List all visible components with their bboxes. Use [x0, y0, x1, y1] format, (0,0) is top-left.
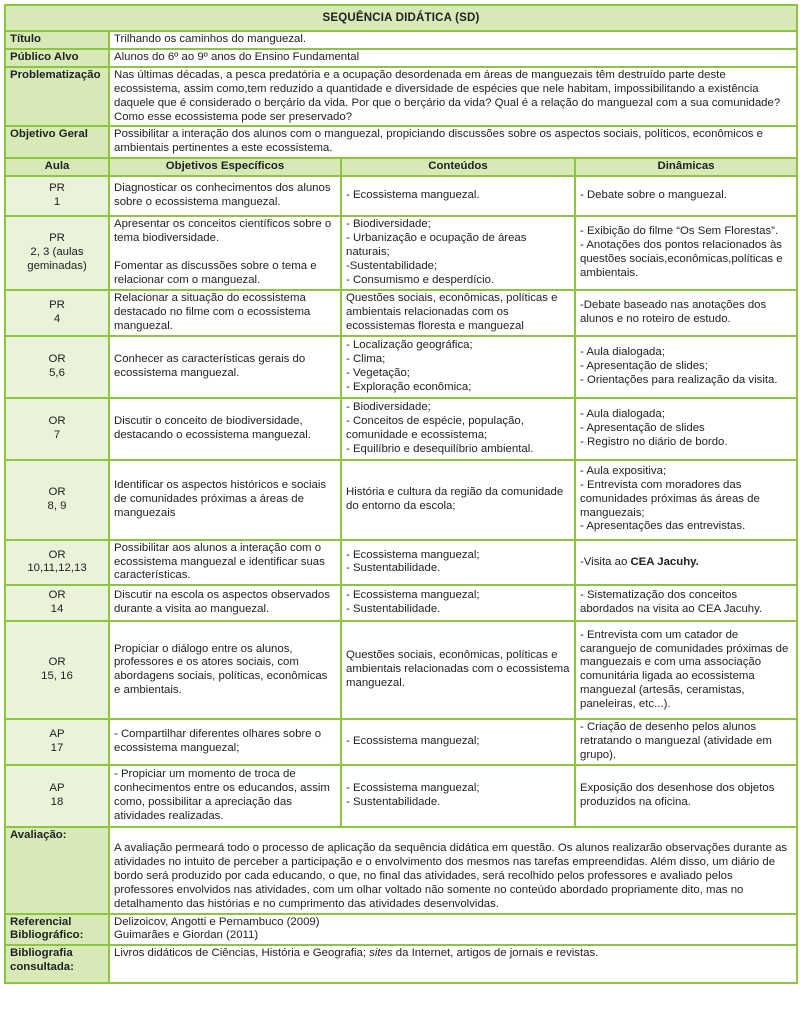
titulo-value: Trilhando os caminhos do manguezal. — [109, 31, 797, 49]
aula-line: 2, 3 (aulas geminadas) — [27, 246, 87, 273]
publico-row — [5, 49, 797, 67]
publico-label: Público Alvo — [5, 49, 109, 67]
conteudo-line: - Consumismo e desperdício. — [346, 273, 495, 286]
objetivo-geral-row — [5, 126, 797, 158]
dinamicas-cell — [575, 719, 797, 765]
lesson-row — [5, 540, 797, 586]
titulo-label: Título — [5, 31, 109, 49]
lesson-row — [5, 290, 797, 336]
objetivo-line: Conhecer as características gerais do ecossistema manguezal. — [114, 352, 306, 379]
title-row — [5, 5, 797, 31]
conteudos-cell — [341, 216, 575, 290]
conteudos-cell — [341, 621, 575, 719]
aula-cell — [5, 719, 109, 765]
conteudos-cell — [341, 398, 575, 460]
aula-line: PR — [49, 182, 65, 195]
lesson-row — [5, 216, 797, 290]
conteudos-cell — [341, 336, 575, 398]
header-objetivos: Objetivos Específicos — [109, 158, 341, 176]
aula-line: 5,6 — [49, 366, 65, 379]
conteudo-line: Questões sociais, econômicas, políticas e ambientais relacionadas com o ecossistema manguezal. — [346, 649, 570, 690]
referencial-value — [109, 914, 797, 946]
referencial-item: Delizoicov, Angotti e Pernambuco (2009) — [114, 915, 320, 928]
conteudo-line: - Biodiversidade; — [346, 218, 431, 231]
conteudo-line: - Equilíbrio e desequilíbrio ambiental. — [346, 442, 534, 455]
avaliacao-spacer — [114, 829, 792, 842]
aula-cell — [5, 176, 109, 216]
bibliografia-value — [109, 945, 797, 983]
aula-cell — [5, 621, 109, 719]
conteudo-line: - Sustentabilidade. — [346, 796, 441, 809]
aula-line: 4 — [53, 312, 61, 325]
objetivo-geral-value: Possibilitar a interação dos alunos com o manguezal, propiciando discussões sobre os aspectos sociais, políticos, econômicos e ambientais pertinentes a este ecossistema. — [109, 126, 797, 158]
dinamica-line: - Registro no diário de bordo. — [580, 435, 728, 448]
objetivos-cell — [109, 336, 341, 398]
dinamica-line: - Aula dialogada; — [580, 345, 665, 358]
objetivos-cell — [109, 719, 341, 765]
aula-line: 10,11,12,13 — [27, 562, 87, 575]
dinamicas-cell — [575, 336, 797, 398]
aula-cell — [5, 540, 109, 586]
dinamicas-cell — [575, 765, 797, 827]
objetivos-cell — [109, 540, 341, 586]
titulo-row — [5, 31, 797, 49]
bibliografia-suffix: da Internet, artigos de jornais e revistas. — [392, 947, 599, 960]
aula-line: OR — [48, 656, 66, 669]
objetivo-line: - Propiciar um momento de troca de conhecimentos entre os educandos, assim como, possibilitar a apreciação das atividades realizadas. — [114, 768, 330, 822]
dinamica-line: -Visita ao — [580, 555, 631, 568]
avaliacao-text: A avaliação permeará todo o processo de aplicação da sequência didática em questão. Os alunos realizarão observações durante as atividades no intuito de perceber a participação e o envolvimento dos mesmos nas tarefas empreendidas. Além disso, um diário de bordo será produzido por cada educando, o que, no final das atividades, será recolhido pelos professores e avaliado pelos professores envolvidos nas atividades, com um olhar voltado não somente no conteúdo abordado propriamente dito, mas no detalhamento das histórias e no cumprimento das atividades desenvolvidas. — [114, 842, 788, 910]
aula-cell — [5, 336, 109, 398]
objetivo-line: Apresentar os conceitos científicos sobre o tema biodiversidade. — [114, 218, 332, 245]
dinamicas-cell — [575, 290, 797, 336]
conteudo-line: - Urbanização e ocupação de áreas naturais; — [346, 232, 527, 259]
conteudo-line: - Vegetação; — [346, 366, 410, 379]
lesson-row — [5, 176, 797, 216]
dinamicas-cell — [575, 585, 797, 621]
conteudo-line: - Exploração econômica; — [346, 380, 472, 393]
objetivos-cell — [109, 460, 341, 540]
aula-line: OR — [48, 589, 66, 602]
problematizacao-value: Nas últimas décadas, a pesca predatória e a ocupação desordenada em áreas de manguezais têm destruído parte deste ecossistema, assim como,tem reduzido a quantidade e diversidade de espécies que nele habitam, impossibilitando a existência daquele que é considerado o berçário da vida. Por que o berçário da vida? Qual é a relação do manguezal com a sua comunidade? Como esse ecossistema pode ser preservado? — [109, 67, 797, 127]
dinamica-highlight: CEA Jacuhy. — [630, 555, 699, 568]
objetivo-line: Fomentar as discussões sobre o tema e relacionar com o manguezal. — [114, 260, 317, 286]
conteudo-line: - Ecossistema manguezal; — [346, 548, 480, 561]
objetivos-cell — [109, 765, 341, 827]
referencial-row — [5, 914, 797, 946]
conteudos-cell — [341, 585, 575, 621]
conteudos-cell — [341, 719, 575, 765]
publico-value: Alunos do 6º ao 9º anos do Ensino Fundamental — [109, 49, 797, 67]
objetivos-cell — [109, 290, 341, 336]
aula-line: OR — [48, 352, 66, 365]
aula-line: 17 — [50, 742, 64, 755]
dinamicas-cell — [575, 540, 797, 586]
conteudo-line: - Ecossistema manguezal; — [346, 735, 480, 748]
dinamica-line: - Orientações para realização da visita. — [580, 373, 778, 386]
objetivo-line: Possibilitar aos alunos a interação com o ecossistema manguezal e identificar suas características. — [114, 541, 325, 582]
avaliacao-value — [109, 827, 797, 914]
objetivo-line: Identificar os aspectos históricos e sociais de comunidades próximas a áreas de manguezais — [114, 478, 327, 519]
aula-line: OR — [48, 485, 66, 498]
conteudo-line: - Clima; — [346, 352, 386, 365]
lesson-row — [5, 621, 797, 719]
lesson-row — [5, 336, 797, 398]
document-title: SEQUÊNCIA DIDÁTICA (SD) — [5, 5, 797, 31]
aula-line: PR — [49, 298, 65, 311]
objetivos-cell — [109, 398, 341, 460]
aula-line: 8, 9 — [47, 499, 67, 512]
objetivos-cell — [109, 585, 341, 621]
conteudo-line: História e cultura da região da comunidade do entorno da escola; — [346, 485, 564, 512]
dinamicas-cell — [575, 621, 797, 719]
table-header-row — [5, 158, 797, 176]
dinamica-line: - Sistematização dos conceitos abordados na visita ao CEA Jacuhy. — [580, 589, 763, 616]
aula-line: 7 — [53, 428, 61, 441]
conteudo-line: - Sustentabilidade. — [346, 603, 441, 616]
dinamica-line: - Exibição do filme “Os Sem Florestas”. — [580, 225, 779, 238]
dinamica-line: -Debate baseado nas anotações dos alunos e no roteiro de estudo. — [580, 298, 767, 325]
dinamica-line: Exposição dos desenhose dos objetos produzidos na oficina. — [580, 782, 775, 809]
lesson-row — [5, 765, 797, 827]
aula-cell — [5, 216, 109, 290]
objetivo-line: Discutir na escola os aspectos observados durante a visita ao manguezal. — [114, 589, 330, 616]
aula-line: 1 — [53, 196, 61, 209]
conteudo-line: - Sustentabilidade. — [346, 562, 441, 575]
objetivo-line — [114, 246, 336, 260]
dinamica-line: - Apresentação de slides — [580, 421, 705, 434]
aula-line: OR — [48, 414, 66, 427]
conteudos-cell — [341, 290, 575, 336]
conteudo-line: - Ecossistema manguezal. — [346, 189, 480, 202]
aula-line: AP — [49, 728, 65, 741]
objetivo-line: Relacionar a situação do ecossistema destacado no filme com o ecossistema manguezal. — [114, 291, 311, 332]
objetivo-line: Diagnosticar os conhecimentos dos alunos sobre o ecossistema manguezal. — [114, 182, 331, 209]
lesson-row — [5, 398, 797, 460]
dinamica-line: - Debate sobre o manguezal. — [580, 189, 727, 202]
objetivo-line: Propiciar o diálogo entre os alunos, professores e os atores sociais, com abordagens sociais, políticas, econômicas e ambientais. — [114, 642, 328, 697]
dinamica-line: - Entrevista com um catador de caranguejo de comunidades próximas de manguezais e com uma associação comunitária ligada ao ecossistema manguezal (artesãs, ceramistas, paneleiras, etc...). — [580, 628, 789, 711]
objetivos-cell — [109, 176, 341, 216]
aula-line: AP — [49, 782, 65, 795]
lesson-row — [5, 719, 797, 765]
dinamicas-cell — [575, 460, 797, 540]
conteudos-cell — [341, 765, 575, 827]
aula-line: 18 — [50, 796, 64, 809]
conteudos-cell — [341, 540, 575, 586]
objetivo-geral-label: Objetivo Geral — [5, 126, 109, 158]
objetivo-line: - Compartilhar diferentes olhares sobre o ecossistema manguezal; — [114, 728, 322, 755]
aula-line: PR — [49, 232, 65, 245]
conteudos-cell — [341, 460, 575, 540]
aula-cell — [5, 460, 109, 540]
bibliografia-label: Bibliografia consultada: — [5, 945, 109, 983]
header-dinamicas: Dinâmicas — [575, 158, 797, 176]
dinamicas-cell — [575, 216, 797, 290]
problematizacao-label: Problematização — [5, 67, 109, 127]
objetivos-cell — [109, 216, 341, 290]
bibliografia-prefix: Livros didáticos de Ciências, História e Geografia; — [114, 947, 370, 960]
lesson-row — [5, 460, 797, 540]
objetivos-cell — [109, 621, 341, 719]
problematizacao-row — [5, 67, 797, 127]
aula-line: 15, 16 — [41, 670, 73, 683]
referencial-label: Referencial Bibliográfico: — [5, 914, 109, 946]
conteudo-line: - Ecossistema manguezal; — [346, 589, 480, 602]
aula-line: 14 — [50, 603, 64, 616]
conteudo-line: - Localização geográfica; — [346, 338, 473, 351]
dinamica-line: - Apresentação de slides; — [580, 359, 708, 372]
aula-cell — [5, 398, 109, 460]
avaliacao-row — [5, 827, 797, 914]
referencial-item: Guimarães e Giordan (2011) — [114, 929, 259, 942]
aula-cell — [5, 585, 109, 621]
conteudo-line: - Biodiversidade; — [346, 400, 431, 413]
aula-cell — [5, 290, 109, 336]
sequencia-didatica-table — [4, 4, 798, 984]
conteudo-line: Questões sociais, econômicas, políticas e ambientais relacionadas com os ecossistemas floresta e manguezal — [346, 291, 558, 332]
dinamica-line: - Apresentações das entrevistas. — [580, 520, 746, 533]
conteudo-line: - Conceitos de espécie, população, comunidade e ecossistema; — [346, 414, 524, 441]
conteudo-line: - Ecossistema manguezal; — [346, 782, 480, 795]
bibliografia-italic: sites — [369, 947, 393, 960]
dinamicas-cell — [575, 176, 797, 216]
header-conteudos: Conteúdos — [341, 158, 575, 176]
aula-cell — [5, 765, 109, 827]
objetivo-line: Discutir o conceito de biodiversidade, destacando o ecossistema manguezal. — [114, 414, 311, 441]
conteudo-line: -Sustentabilidade; — [346, 260, 438, 273]
dinamica-line: - Entrevista com moradores das comunidades próximas ás áreas de manguezais; — [580, 478, 760, 519]
dinamicas-cell — [575, 398, 797, 460]
dinamica-line: - Aula expositiva; — [580, 464, 667, 477]
dinamica-line: - Anotações dos pontos relacionados às questões sociais,econômicas,políticas e ambientais. — [580, 239, 783, 279]
lesson-row — [5, 585, 797, 621]
aula-line: OR — [48, 548, 66, 561]
bibliografia-row — [5, 945, 797, 983]
conteudos-cell — [341, 176, 575, 216]
dinamica-line: - Aula dialogada; — [580, 407, 665, 420]
dinamica-line: - Criação de desenho pelos alunos retratando o manguezal (atividade em grupo). — [580, 721, 772, 762]
avaliacao-label: Avaliação: — [5, 827, 109, 914]
header-aula: Aula — [5, 158, 109, 176]
